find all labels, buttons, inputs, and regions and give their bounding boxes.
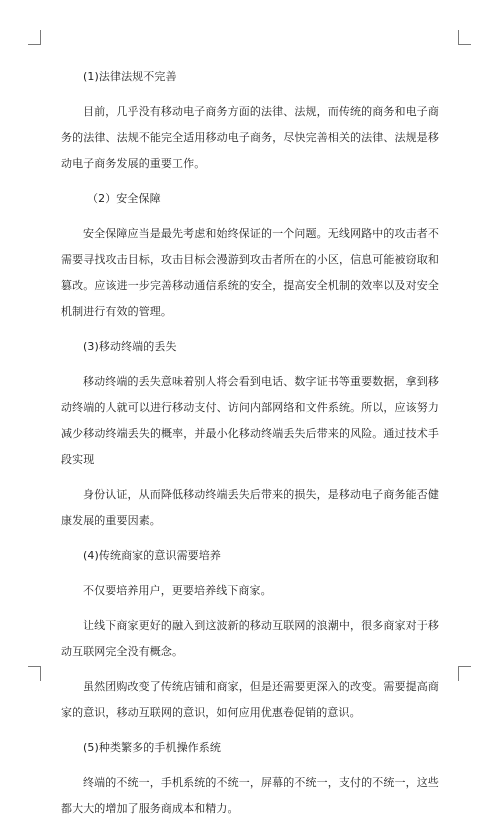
paragraph-security: 安全保障应当是最先考虑和始终保证的一个问题。无线网路中的攻击者不需要寻找攻击目标，攻击目标会漫游到攻击者所在的小区，信息可能被窃取和篡改。应该进一步完善移动通信系统的安全，提高安全机制的效率以及对安全机制进行有效的管理。: [61, 227, 439, 318]
paragraph-merchant-training: 不仅要培养用户，更要培养线下商家。: [83, 584, 272, 597]
crop-mark-bottom-left: [28, 666, 41, 681]
paragraph-authentication: 身份认证，从而降低移动终端丢失后带来的损失，是移动电子商务能否健康发展的重要因素。: [61, 488, 439, 527]
crop-mark-top-left: [28, 30, 41, 45]
section-heading-security: （2）安全保障: [87, 192, 161, 205]
paragraph-device-loss: 移动终端的丢失意味着别人将会看到电话、数字证书等重要数据，拿到移动终端的人就可以进行移动支付、访问内部网络和文件系统。所以，应该努力减少移动终端丢失的概率，并最小化移动终端丢失后带来的风险。通过技术手段实现: [61, 375, 439, 466]
crop-mark-bottom-right: [458, 666, 471, 681]
section-heading-device-loss: (3)移动终端的丢失: [83, 340, 177, 353]
section-heading-operating-systems: (5)种类繁多的手机操作系统: [83, 741, 221, 754]
section-heading-legal: (1)法律法规不完善: [83, 70, 177, 83]
paragraph-legal: 目前，几乎没有移动电子商务方面的法律、法规，而传统的商务和电子商务的法律、法规不能完全适用移动电子商务，尽快完善相关的法律、法规是移动电子商务发展的重要工作。: [61, 105, 439, 170]
section-heading-merchant-awareness: (4)传统商家的意识需要培养: [83, 549, 221, 562]
crop-mark-top-right: [458, 30, 471, 45]
document-body: [61, 64, 439, 831]
paragraph-merchant-internet: 让线下商家更好的融入到这波新的移动互联网的浪潮中，很多商家对于移动互联网完全没有概念。: [61, 619, 439, 658]
paragraph-group-buying: 虽然团购改变了传统店铺和商家，但是还需要更深入的改变。需要提高商家的意识，移动互联网的意识，如何应用优惠卷促销的意识。: [61, 680, 439, 719]
paragraph-fragmentation: 终端的不统一，手机系统的不统一，屏幕的不统一，支付的不统一，这些都大大的增加了服务商成本和精力。: [61, 776, 439, 815]
